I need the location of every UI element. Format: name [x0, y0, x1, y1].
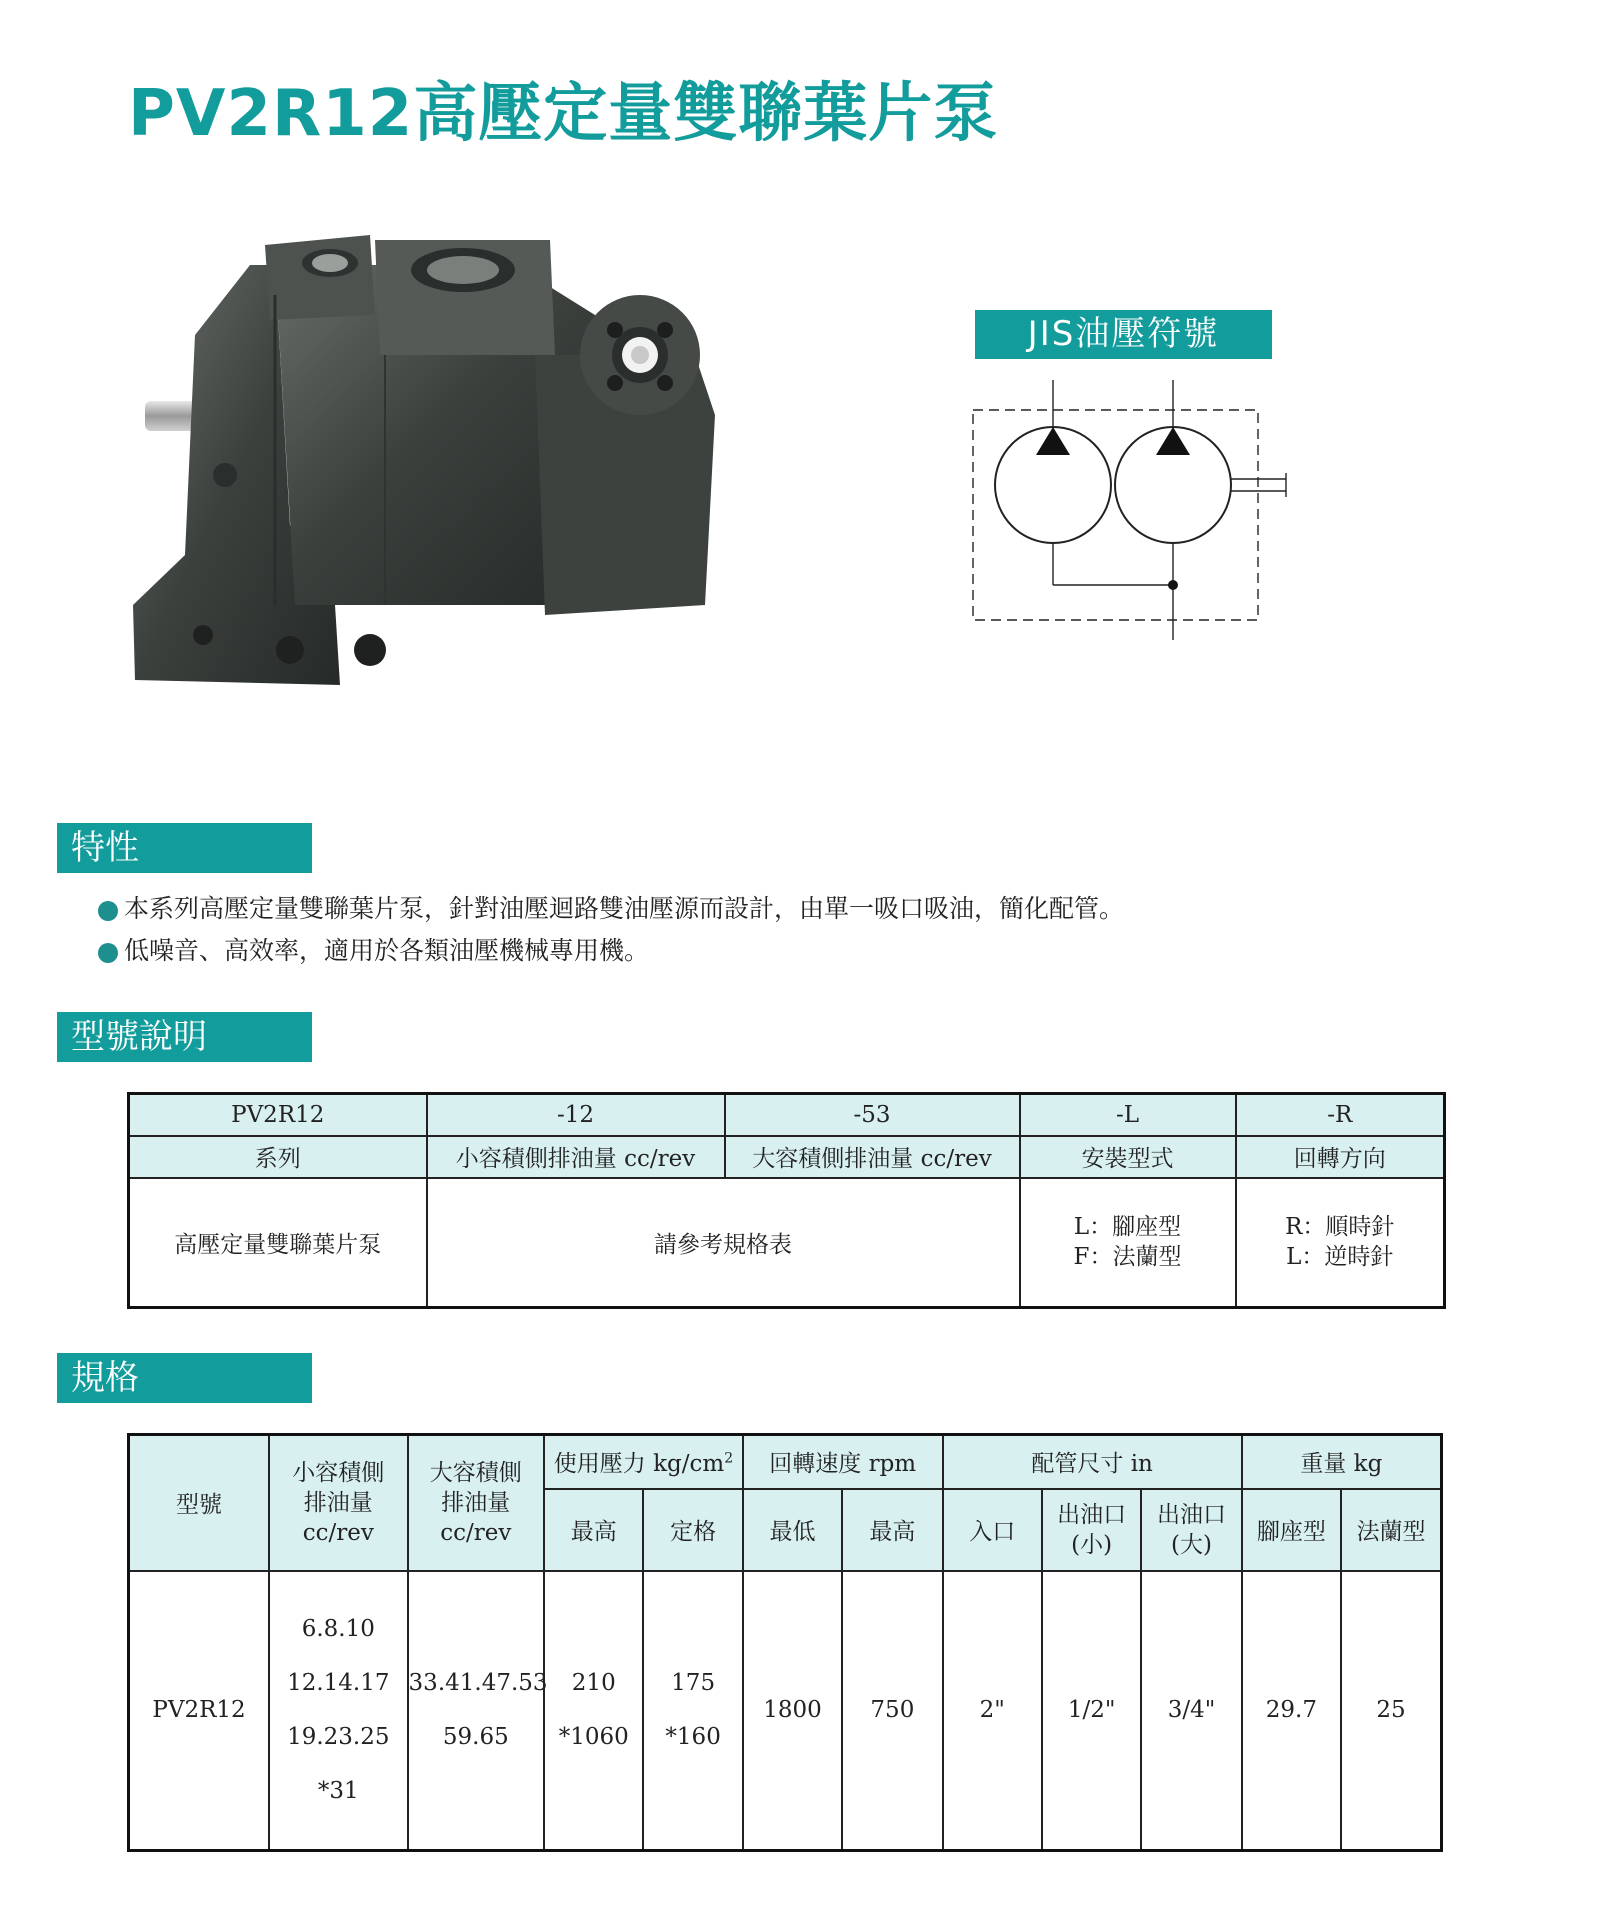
model-code-small: -12: [427, 1094, 725, 1136]
pressure-value: *1060: [558, 1724, 629, 1751]
section-features: 特性: [57, 823, 312, 873]
mount-option: L：腳座型: [1073, 1214, 1182, 1241]
spec-cell-large: [408, 1571, 548, 1851]
model-value-displacement: 請參考規格表: [427, 1178, 1020, 1308]
table-row: [129, 1571, 1442, 1851]
model-value-series: 高壓定量雙聯葉片泵: [129, 1178, 427, 1308]
pressure-value: 175: [671, 1670, 716, 1697]
header-line: 大容積側: [429, 1459, 522, 1486]
spec-cell-max-pressure: [544, 1571, 643, 1851]
mount-option: F：法蘭型: [1073, 1244, 1182, 1271]
header-line: 排油量: [441, 1489, 511, 1516]
rotation-option: R：順時針: [1285, 1214, 1395, 1241]
model-label-series: 系列: [129, 1136, 427, 1178]
model-code-series: PV2R12: [129, 1094, 427, 1136]
bullet-icon: [98, 901, 118, 921]
header-line: (大): [1171, 1531, 1212, 1558]
section-model: 型號說明: [57, 1012, 312, 1062]
spec-table: [127, 1433, 1443, 1852]
bullet-icon: [98, 943, 118, 963]
rotation-option: L：逆時針: [1286, 1244, 1394, 1271]
pump-image: [125, 225, 785, 725]
model-value-rotation: [1236, 1178, 1445, 1308]
small-value: 19.23.25: [287, 1724, 390, 1751]
spec-cell-small: [269, 1571, 408, 1851]
model-label-rotation: 回轉方向: [1236, 1136, 1445, 1178]
model-label-mount: 安裝型式: [1020, 1136, 1236, 1178]
small-value: 12.14.17: [287, 1670, 390, 1697]
spec-header-inlet: 入口: [943, 1489, 1042, 1571]
feature-text: 低噪音、高效率，適用於各類油壓機械專用機。: [124, 936, 650, 965]
spec-cell-max-speed: 750: [842, 1571, 942, 1851]
spec-header-foot: 腳座型: [1242, 1489, 1341, 1571]
model-code-mount: -L: [1020, 1094, 1236, 1136]
model-code-rotation: -R: [1236, 1094, 1445, 1136]
spec-header-large: [408, 1435, 545, 1571]
model-code-large: -53: [725, 1094, 1020, 1136]
page-title: PV2R12高壓定量雙聯葉片泵: [128, 77, 999, 151]
spec-cell-min-speed: 1800: [743, 1571, 842, 1851]
jis-hydraulic-symbol: [968, 375, 1308, 650]
spec-header-speed: 回轉速度 rpm: [743, 1435, 943, 1489]
large-value: 33.41.47.53: [408, 1670, 548, 1697]
model-code-table: [127, 1092, 1446, 1309]
spec-header-max-pressure: 最高: [544, 1489, 643, 1571]
feature-item: [98, 888, 1124, 930]
large-value: 59.65: [442, 1724, 509, 1751]
feature-list: [98, 888, 1124, 972]
spec-cell-outlet-small: 1/2": [1042, 1571, 1141, 1851]
feature-text: 本系列高壓定量雙聯葉片泵，針對油壓迴路雙油壓源而設計，由單一吸口吸油，簡化配管。: [124, 894, 1125, 923]
header-text: 使用壓力 kg/cm: [553, 1451, 725, 1478]
pressure-value: *160: [665, 1724, 721, 1751]
header-line: 出油口: [1057, 1501, 1127, 1528]
model-label-small: 小容積側排油量 cc/rev: [427, 1136, 725, 1178]
spec-cell-model: PV2R12: [129, 1571, 270, 1851]
small-value: 6.8.10: [301, 1616, 375, 1643]
feature-item: [98, 930, 1124, 972]
spec-header-pipe: 配管尺寸 in: [943, 1435, 1242, 1489]
header-line: cc/rev: [440, 1519, 512, 1546]
spec-cell-flange-weight: 25: [1341, 1571, 1441, 1851]
spec-header-outlet-small: [1042, 1489, 1141, 1571]
spec-header-min-speed: 最低: [743, 1489, 842, 1571]
header-line: (小): [1071, 1531, 1113, 1558]
spec-cell-rated-pressure: [643, 1571, 742, 1851]
model-value-mount: [1020, 1178, 1236, 1308]
spec-header-rated-pressure: 定格: [643, 1489, 742, 1571]
header-line: 出油口: [1157, 1501, 1226, 1528]
spec-header-max-speed: 最高: [842, 1489, 942, 1571]
spec-cell-outlet-large: 3/4": [1141, 1571, 1241, 1851]
spec-header-weight: 重量 kg: [1242, 1435, 1442, 1489]
header-superscript: 2: [724, 1450, 734, 1467]
model-label-large: 大容積側排油量 cc/rev: [725, 1136, 1020, 1178]
header-line: 排油量: [303, 1489, 373, 1516]
spec-header-pressure: [544, 1435, 743, 1489]
spec-header-model: 型號: [129, 1435, 270, 1571]
header-line: 小容積側: [292, 1459, 385, 1486]
spec-header-outlet-large: [1141, 1489, 1241, 1571]
spec-cell-inlet: 2": [943, 1571, 1042, 1851]
small-value: *31: [317, 1778, 359, 1805]
spec-header-flange: 法蘭型: [1341, 1489, 1441, 1571]
spec-cell-foot-weight: 29.7: [1242, 1571, 1341, 1851]
jis-symbol-label: JIS油壓符號: [975, 310, 1272, 359]
header-line: cc/rev: [302, 1519, 374, 1546]
spec-header-small: [269, 1435, 408, 1571]
pressure-value: 210: [571, 1670, 616, 1697]
section-spec: 規格: [57, 1353, 312, 1403]
